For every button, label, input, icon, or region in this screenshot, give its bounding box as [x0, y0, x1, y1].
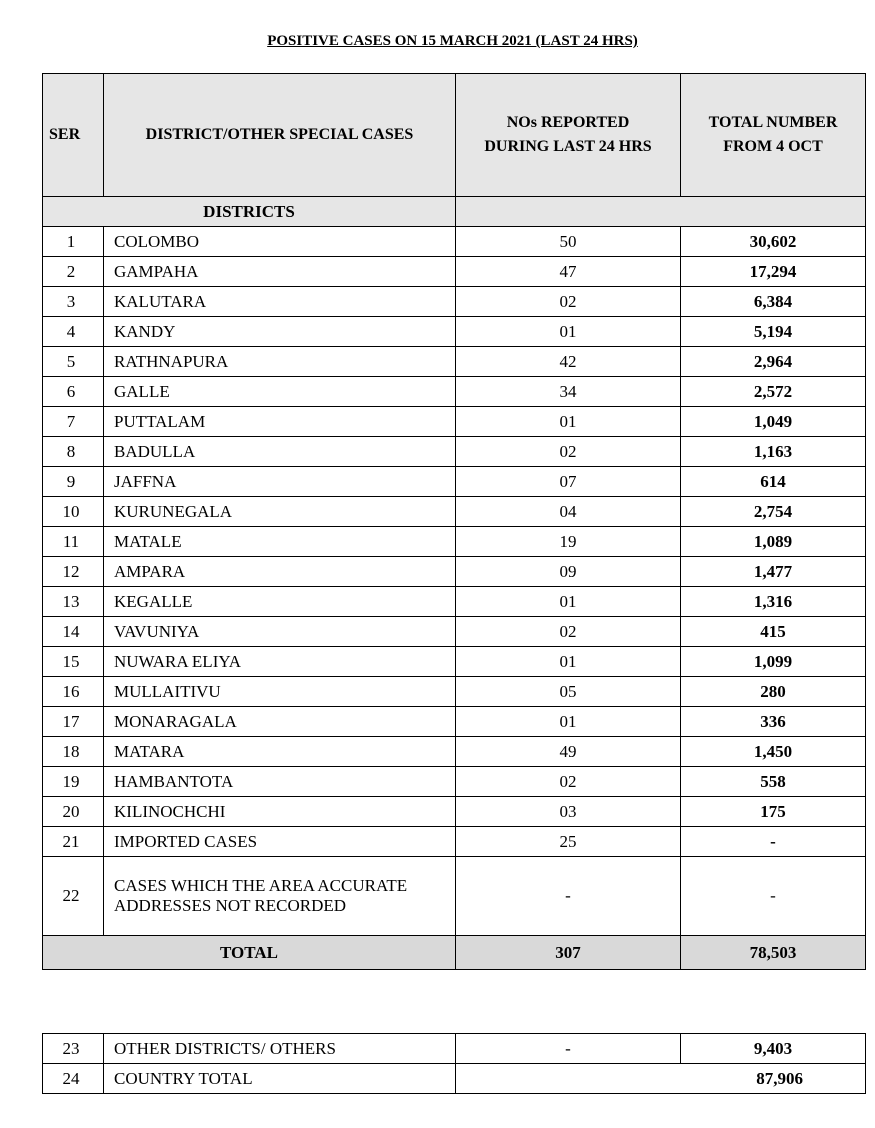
- row-name: KANDY: [104, 317, 456, 347]
- row-total: 558: [681, 767, 866, 797]
- row-reported: 01: [456, 647, 681, 677]
- row-total: 175: [681, 797, 866, 827]
- row-total: 1,450: [681, 737, 866, 767]
- row-reported: 01: [456, 707, 681, 737]
- row-ser: 17: [43, 707, 104, 737]
- row-reported: 04: [456, 497, 681, 527]
- table-row: [43, 317, 866, 347]
- table-row: [43, 407, 866, 437]
- table-row: [43, 437, 866, 467]
- row-name: NUWARA ELIYA: [104, 647, 456, 677]
- row-ser: 22: [43, 857, 104, 936]
- total-row: [43, 936, 866, 970]
- row-reported: 05: [456, 677, 681, 707]
- row-total: 1,163: [681, 437, 866, 467]
- row-reported: 02: [456, 287, 681, 317]
- row-name: MATARA: [104, 737, 456, 767]
- section-blank: [456, 197, 866, 227]
- document-title: POSITIVE CASES ON 15 MARCH 2021 (LAST 24 HRS): [267, 33, 638, 49]
- row-ser: 4: [43, 317, 104, 347]
- header-row: [43, 74, 866, 197]
- table-row: [43, 707, 866, 737]
- table-row: [43, 527, 866, 557]
- row-ser: 20: [43, 797, 104, 827]
- row-reported: 19: [456, 527, 681, 557]
- row-ser: 18: [43, 737, 104, 767]
- row-ser: 7: [43, 407, 104, 437]
- row-total: 2,964: [681, 347, 866, 377]
- row-ser: 2: [43, 257, 104, 287]
- summary-total: 9,403: [681, 1034, 866, 1064]
- row-name: HAMBANTOTA: [104, 767, 456, 797]
- row-ser: 15: [43, 647, 104, 677]
- summary-ser: 23: [43, 1034, 104, 1064]
- row-ser: 5: [43, 347, 104, 377]
- row-ser: 1: [43, 227, 104, 257]
- table-row: [43, 827, 866, 857]
- table-row: [43, 647, 866, 677]
- summary-name: COUNTRY TOTAL: [104, 1064, 456, 1094]
- row-total: -: [681, 857, 866, 936]
- table-row: [43, 377, 866, 407]
- summary-name: OTHER DISTRICTS/ OTHERS: [104, 1034, 456, 1064]
- row-reported: 02: [456, 767, 681, 797]
- row-ser: 12: [43, 557, 104, 587]
- table-row: [43, 467, 866, 497]
- row-reported: 47: [456, 257, 681, 287]
- table-row: [43, 347, 866, 377]
- table-row: [43, 617, 866, 647]
- row-name: MATALE: [104, 527, 456, 557]
- table-row: [43, 587, 866, 617]
- row-reported: 01: [456, 407, 681, 437]
- row-name: CASES WHICH THE AREA ACCURATE ADDRESSES NOT RECORDED: [104, 857, 456, 936]
- row-name: BADULLA: [104, 437, 456, 467]
- row-name: GAMPAHA: [104, 257, 456, 287]
- row-reported: 50: [456, 227, 681, 257]
- row-total: 280: [681, 677, 866, 707]
- row-ser: 6: [43, 377, 104, 407]
- header-total: TOTAL NUMBER FROM 4 OCT: [681, 74, 866, 197]
- row-reported: 02: [456, 437, 681, 467]
- summary-total: 87,906: [456, 1064, 866, 1094]
- row-reported: 25: [456, 827, 681, 857]
- table-row: [43, 737, 866, 767]
- total-label: TOTAL: [43, 936, 456, 970]
- table-row: [43, 497, 866, 527]
- row-reported: 03: [456, 797, 681, 827]
- section-label: DISTRICTS: [43, 197, 456, 227]
- row-ser: 19: [43, 767, 104, 797]
- row-name: IMPORTED CASES: [104, 827, 456, 857]
- row-reported: 02: [456, 617, 681, 647]
- summary-ser: 24: [43, 1064, 104, 1094]
- table-row: [43, 557, 866, 587]
- table-row: [43, 857, 866, 936]
- row-total: 415: [681, 617, 866, 647]
- header-reported: NOs REPORTED DURING LAST 24 HRS: [456, 74, 681, 197]
- row-name: VAVUNIYA: [104, 617, 456, 647]
- summary-row: [43, 1064, 866, 1094]
- row-reported: 34: [456, 377, 681, 407]
- row-total: 30,602: [681, 227, 866, 257]
- row-name: JAFFNA: [104, 467, 456, 497]
- row-name: MONARAGALA: [104, 707, 456, 737]
- row-total: 614: [681, 467, 866, 497]
- row-ser: 10: [43, 497, 104, 527]
- header-ser: SER: [43, 74, 104, 197]
- row-total: 336: [681, 707, 866, 737]
- row-total: 6,384: [681, 287, 866, 317]
- row-ser: 16: [43, 677, 104, 707]
- row-reported: 42: [456, 347, 681, 377]
- row-name: GALLE: [104, 377, 456, 407]
- summary-row: [43, 1034, 866, 1064]
- row-name: COLOMBO: [104, 227, 456, 257]
- table-row: [43, 767, 866, 797]
- row-ser: 14: [43, 617, 104, 647]
- total-total: 78,503: [681, 936, 866, 970]
- row-reported: -: [456, 857, 681, 936]
- table-row: [43, 797, 866, 827]
- row-total: 17,294: [681, 257, 866, 287]
- table-row: [43, 287, 866, 317]
- row-reported: 07: [456, 467, 681, 497]
- row-ser: 3: [43, 287, 104, 317]
- row-name: RATHNAPURA: [104, 347, 456, 377]
- row-reported: 09: [456, 557, 681, 587]
- row-name: AMPARA: [104, 557, 456, 587]
- row-total: 5,194: [681, 317, 866, 347]
- row-total: 1,477: [681, 557, 866, 587]
- row-name: KEGALLE: [104, 587, 456, 617]
- header-district: DISTRICT/OTHER SPECIAL CASES: [104, 74, 456, 197]
- row-reported: 49: [456, 737, 681, 767]
- table-row: [43, 257, 866, 287]
- row-name: KILINOCHCHI: [104, 797, 456, 827]
- row-ser: 8: [43, 437, 104, 467]
- section-row: [43, 197, 866, 227]
- summary-reported: -: [456, 1034, 681, 1064]
- row-total: 1,049: [681, 407, 866, 437]
- row-total: 2,754: [681, 497, 866, 527]
- table-row: [43, 227, 866, 257]
- total-reported: 307: [456, 936, 681, 970]
- row-total: 1,089: [681, 527, 866, 557]
- row-total: -: [681, 827, 866, 857]
- row-reported: 01: [456, 317, 681, 347]
- row-total: 1,099: [681, 647, 866, 677]
- row-name: MULLAITIVU: [104, 677, 456, 707]
- row-name: KALUTARA: [104, 287, 456, 317]
- row-ser: 9: [43, 467, 104, 497]
- row-total: 2,572: [681, 377, 866, 407]
- row-reported: 01: [456, 587, 681, 617]
- table-row: [43, 677, 866, 707]
- summary-table: [42, 1033, 866, 1094]
- row-ser: 13: [43, 587, 104, 617]
- row-name: PUTTALAM: [104, 407, 456, 437]
- row-name: KURUNEGALA: [104, 497, 456, 527]
- row-total: 1,316: [681, 587, 866, 617]
- row-ser: 11: [43, 527, 104, 557]
- row-ser: 21: [43, 827, 104, 857]
- positive-cases-table: [42, 73, 866, 970]
